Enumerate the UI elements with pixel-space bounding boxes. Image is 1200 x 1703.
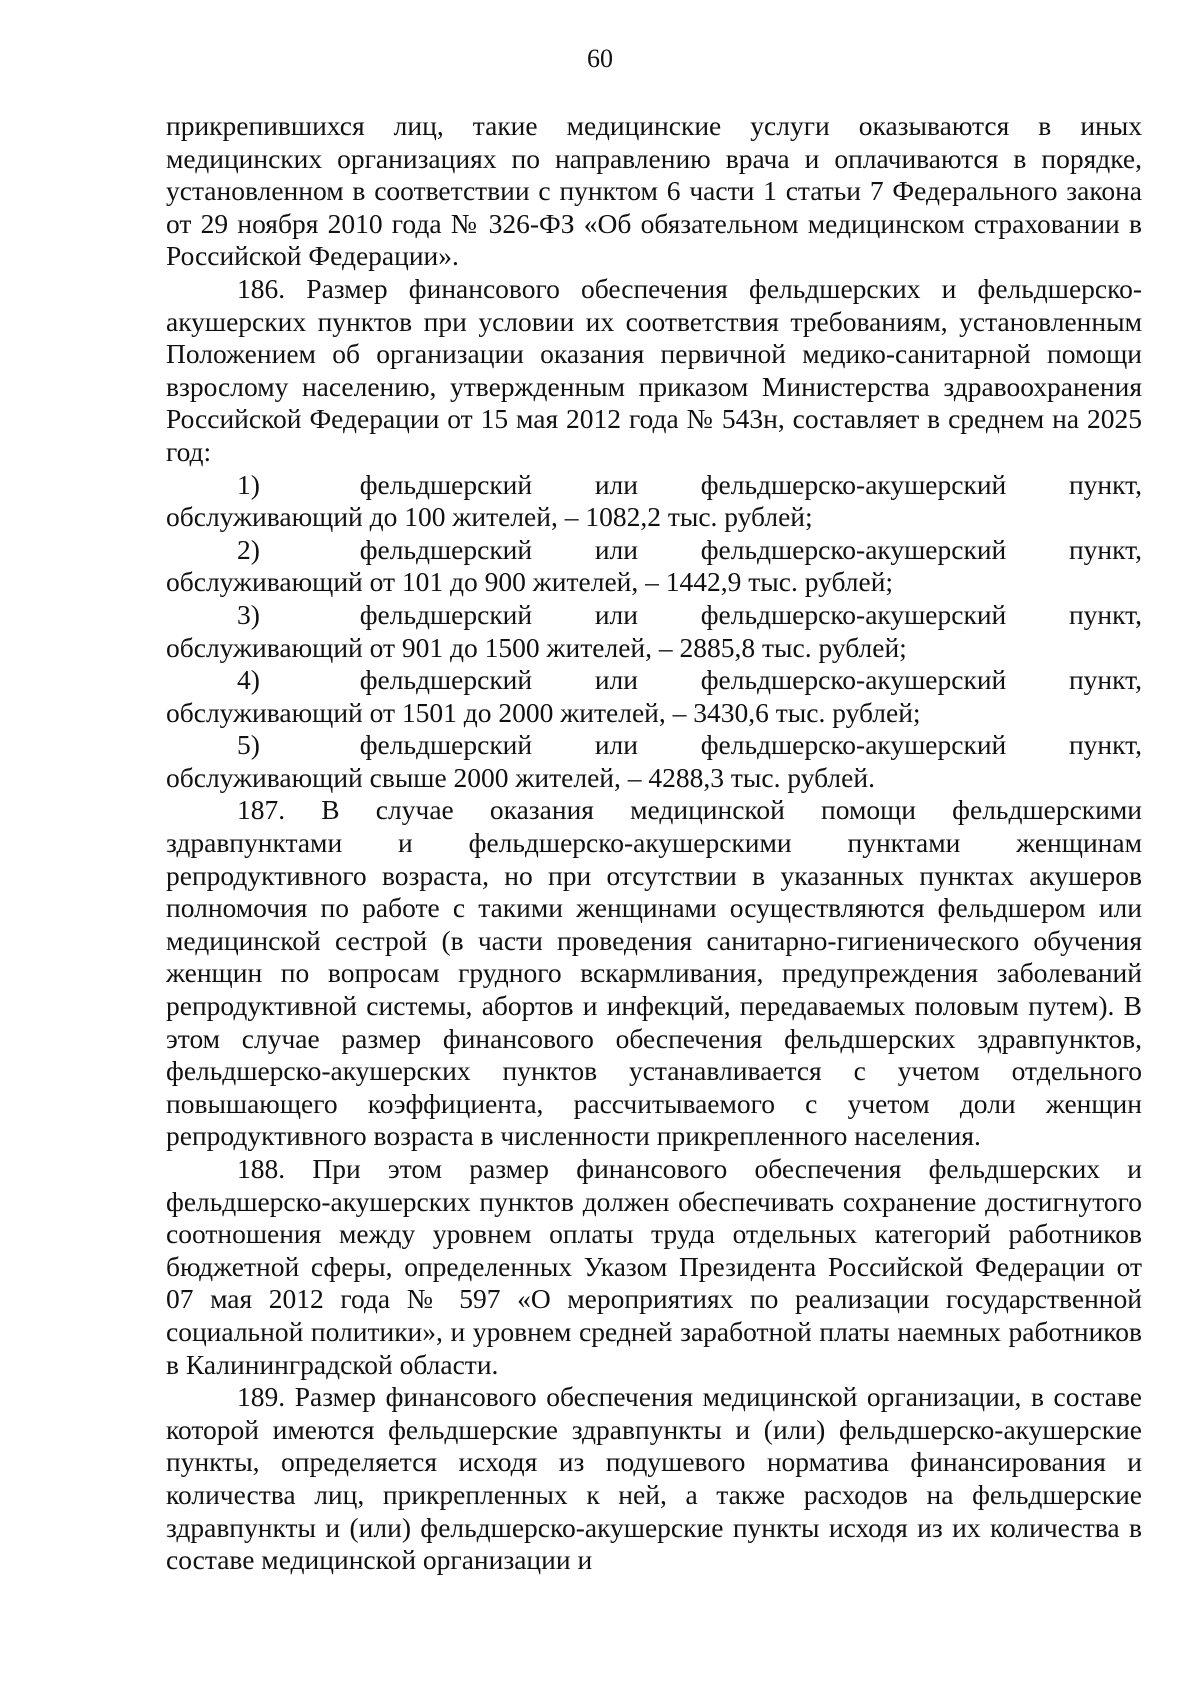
list-item: [166, 534, 1142, 599]
list-item-number: 2): [237, 533, 260, 565]
list-item-word: фельдшерско-акушерский: [700, 598, 1007, 630]
list-item: [166, 664, 1142, 729]
list-item-text: обслуживающий от 901 до 1500 жителей, – 2885,8 тыс. рублей;: [166, 631, 907, 663]
paragraph-189: 189. Размер финансового обеспечения медицинской организации, в составе которой имеются фельдшерские здравпункты и (или) фельдшерско-акушерские пункты, определяется исходя из подушевого норматива финансирования и количества лиц, прикрепленных к ней, а также расходов на фельдшерские здравпункты и (или) фельдшерско-акушерские пункты исходя из их количества в составе медицинской организации и: [166, 1381, 1142, 1576]
list-item-text: обслуживающий от 1501 до 2000 жителей, – 3430,6 тыс. рублей;: [166, 696, 921, 728]
paragraph-continuation: прикрепившихся лиц, такие медицинские услуги оказываются в иных медицинских организациях по направлению врача и оплачиваются в порядке, установленном в соответствии с пунктом 6 части 1 статьи 7 Федерального закона от 29 ноября 2010 года № 326-ФЗ «Об обязательном медицинском страховании в Российской Федерации».: [166, 110, 1142, 272]
list-item-word: пункт,: [1068, 664, 1142, 696]
list-item-word: фельдшерский: [359, 533, 533, 565]
list-item: [166, 599, 1142, 664]
list-item-word: фельдшерско-акушерский: [700, 468, 1007, 500]
list-item-word: пункт,: [1068, 468, 1142, 500]
list-item-text: обслуживающий до 100 жителей, – 1082,2 тыс. рублей;: [166, 501, 813, 533]
list-item-word: или: [594, 468, 638, 500]
list-item-number: 3): [237, 598, 260, 630]
list-item: [166, 469, 1142, 534]
list-item-word: или: [594, 664, 638, 696]
list-item-word: фельдшерский: [359, 664, 533, 696]
list-item-word: фельдшерско-акушерский: [700, 664, 1007, 696]
list-item-word: пункт,: [1068, 533, 1142, 565]
list-item-text: обслуживающий от 101 до 900 жителей, – 1442,9 тыс. рублей;: [166, 566, 894, 598]
page-number: 60: [587, 44, 613, 73]
list-item-text: обслуживающий свыше 2000 жителей, – 4288,3 тыс. рублей.: [166, 761, 875, 793]
list-item-number: 1): [237, 468, 260, 500]
list-item-word: фельдшерско-акушерский: [700, 729, 1007, 761]
list-item: [166, 729, 1142, 794]
list-item-word: или: [594, 729, 638, 761]
paragraph-188: 188. При этом размер финансового обеспечения фельдшерских и фельдшерско-акушерских пунктов должен обеспечивать сохранение достигнутого соотношения между уровнем оплаты труда отдельных категорий работников бюджетной сферы, определенных Указом Президента Российской Федерации от 07 мая 2012 года № 597 «О мероприятиях по реализации государственной социальной политики», и уровнем средней заработной платы наемных работников в Калининградской области.: [166, 1153, 1142, 1380]
paragraph-186: 186. Размер финансового обеспечения фельдшерских и фельдшерско-акушерских пунктов при условии их соответствия требованиям, установленным Положением об организации оказания первичной медико-санитарной помощи взрослому населению, утвержденным приказом Министерства здравоохранения Российской Федерации от 15 мая 2012 года № 543н, составляет в среднем на 2025 год:: [166, 272, 1142, 467]
list-item-word: или: [594, 598, 638, 630]
list-item-word: или: [594, 533, 638, 565]
list-item-number: 4): [237, 664, 260, 696]
list-item-word: фельдшерско-акушерский: [700, 533, 1007, 565]
list-item-word: фельдшерский: [359, 468, 533, 500]
list-item-word: пункт,: [1068, 729, 1142, 761]
list-item-number: 5): [237, 729, 260, 761]
paragraph-187: 187. В случае оказания медицинской помощи фельдшерскими здравпунктами и фельдшерско-акушерскими пунктами женщинам репродуктивного возраста, но при отсутствии в указанных пунктах акушеров полномочия по работе с такими женщинами осуществляются фельдшером или медицинской сестрой (в части проведения санитарно-гигиенического обучения женщин по вопросам грудного вскармливания, предупреждения заболеваний репродуктивной системы, абортов и инфекций, передаваемых половым путем). В этом случае размер финансового обеспечения фельдшерских здравпунктов, фельдшерско-акушерских пунктов устанавливается с учетом отдельного повышающего коэффициента, рассчитываемого с учетом доли женщин репродуктивного возраста в численности прикрепленного населения.: [166, 794, 1142, 1152]
list-item-word: пункт,: [1068, 598, 1142, 630]
document-body: [166, 110, 1142, 1577]
list-item-word: фельдшерский: [359, 729, 533, 761]
list-item-word: фельдшерский: [359, 598, 533, 630]
